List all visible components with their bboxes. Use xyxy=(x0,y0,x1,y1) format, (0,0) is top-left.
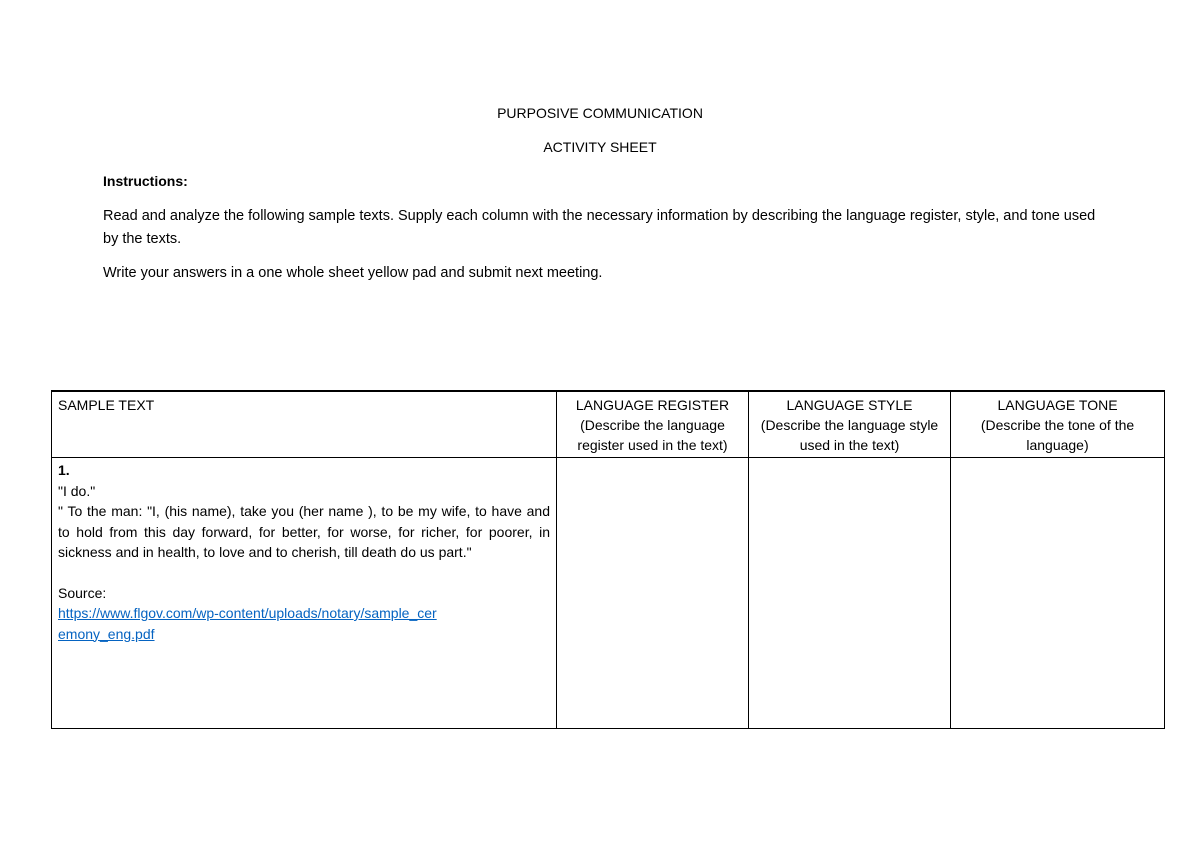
tone-answer-cell xyxy=(951,458,1165,729)
header-sample-text-title: SAMPLE TEXT xyxy=(58,397,155,413)
header-language-tone-subtitle: (Describe the tone of the language) xyxy=(980,417,1135,453)
header-language-tone xyxy=(951,391,1165,458)
table-header-row xyxy=(52,391,1165,458)
instructions-paragraph-1: Read and analyze the following sample texts. Supply each column with the necessary information by describing the language register, style, and tone used by the texts. xyxy=(103,208,1096,247)
header-language-register-title: LANGUAGE REGISTER xyxy=(575,397,730,413)
sample-quote-2: " To the man: "I, (his name), take you (her name ), to be my wife, to have and to hold from this day forward, for better, for worse, for richer, for poorer, in sickness and in health, to love and to cherish, till death do us part." xyxy=(58,503,550,560)
header-language-style xyxy=(749,391,951,458)
header-language-register-subtitle: (Describe the language register used in the text) xyxy=(577,417,728,453)
header-sample-text xyxy=(52,391,557,458)
header-language-register xyxy=(557,391,749,458)
sample-text-cell xyxy=(52,458,557,729)
page-title: PURPOSIVE COMMUNICATION xyxy=(497,105,703,121)
header-language-style-subtitle: (Describe the language style used in the text) xyxy=(760,417,939,453)
sample-number: 1. xyxy=(58,462,70,478)
instructions-heading: Instructions: xyxy=(103,173,188,189)
register-answer-cell xyxy=(557,458,749,729)
header-language-tone-title: LANGUAGE TONE xyxy=(997,397,1118,413)
activity-table xyxy=(51,390,1165,729)
source-link[interactable]: https://www.flgov.com/wp-content/uploads/notary/sample_ceremony_eng.pdf xyxy=(58,605,437,642)
instructions-paragraph-2: Write your answers in a one whole sheet yellow pad and submit next meeting. xyxy=(103,265,603,281)
header-language-style-title: LANGUAGE STYLE xyxy=(786,397,913,413)
table-row xyxy=(52,458,1165,729)
sample-quote-1: "I do." xyxy=(58,482,96,499)
source-label: Source: xyxy=(58,584,107,601)
page-subtitle: ACTIVITY SHEET xyxy=(543,139,657,155)
style-answer-cell xyxy=(749,458,951,729)
